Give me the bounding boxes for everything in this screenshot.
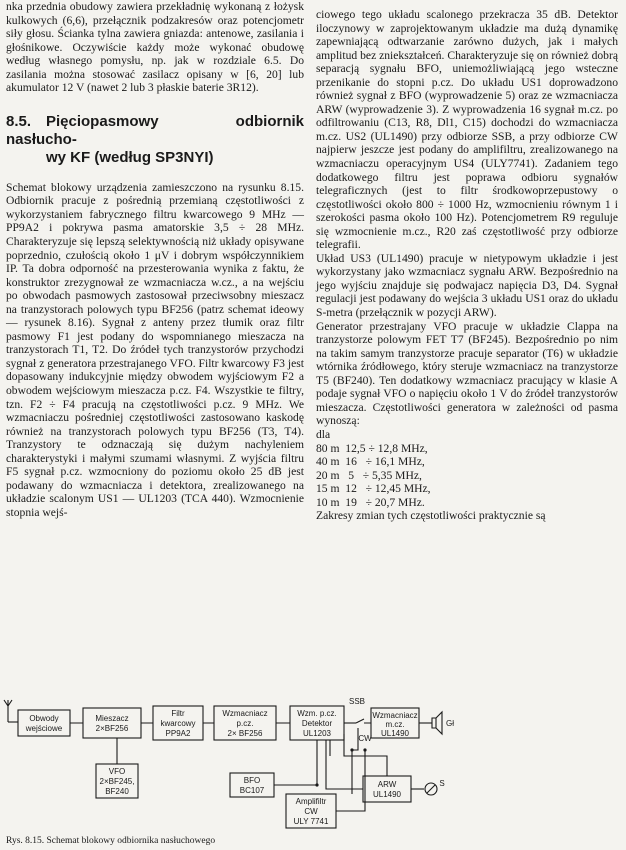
frequency-row: 20 m 5 ÷ 5,35 MHz, bbox=[316, 468, 422, 482]
block-amplifiltr-label: ULY 7741 bbox=[293, 817, 329, 826]
block-vfo-label: BF240 bbox=[105, 787, 129, 796]
block-arw-label: UL1490 bbox=[372, 790, 402, 799]
speaker-icon bbox=[432, 712, 442, 734]
block-wzm-mcz-label: m.cz. bbox=[385, 720, 405, 729]
block-wzm-mcz-label: UL1490 bbox=[380, 729, 410, 738]
section-number: 8.5. bbox=[6, 112, 32, 130]
block-amplifiltr-label: CW bbox=[304, 807, 318, 816]
block-detektor-label: Detektor bbox=[301, 719, 333, 728]
body-paragraph: Schemat blokowy urządzenia zamieszczono na rysunku 8.15. Odbiornik pracuje z pośrednią przemianą częstotliwości z wykorzystaniem fabrycznego filtru kwarcowego 9 MHz — PP9A2 i pokrywa pasma amatorskie 3,5 ÷ 28 MHz. Charakteryzuje się lepszą selektywnością niż układy opisywane poprzednio, czułością około 1 μV i dobrym współczynnikiem IP. Ta dobra odporność na przesterowania wynika z faktu, że konstruktor zrezygnował ze wzmacniacza w.cz., a na wejściu po obwodach pasmowych zastosował przeciwsobny mieszacz na tranzystorach polowych typu BF256 (patrz schemat ideowy — rysunek 8.16). Sygnał z anteny przez tłumik oraz filtr pasmowy F1 jest podany do wspomnianego mieszacza na tranzystorach T1, T2. Do źródeł tych tranzystorów przychodzi sygnał z generatora przestrajanego VFO. Filtr kwarcowy F3 jest dopasowany indukcyjnie między obwodem wyjściowym F2 a obwodem wejściowym mieszacza p.cz. F4. Wszystkie te filtry, tzn. F2 ÷ F4 pracują na częstotliwości p.cz. 9 MHz. We wzmacniaczu pośredniej częstotliwości zastosowano kaskodę również na tranzystorach polowych typu BF256 (T3, T4). Tranzystory te odznaczają się dużym nachyleniem charakterystyki i małymi szumami własnymi. Z wyjścia filtru F5 sygnał p.cz. wzmocniony do poziomu około 25 dB jest podawany do wzmacniacza i detektora, zrealizowanego na układzie scalonym US1 — UL1203 (TCA 440). Wzmocnienie stopnia wejś- bbox=[6, 180, 304, 519]
section-title-line1: Pięciopasmowy odbiornik nasłucho- bbox=[6, 112, 304, 148]
block-wzm-pcz-label: Wzmacniacz bbox=[222, 709, 268, 718]
body-paragraph-2: Układ US3 (UL1490) pracuje w nietypowym układzie i jest wykorzystany jako wzmacniacz sygnału ARW. Bezpośrednio na jego wyjściu znajduje się podwajacz napięcia D3, D4. Sygnał regulacji jest podawany do wejścia 3 układu US1 oraz do układu S-metra (przełącznik w pozycji ARW). bbox=[316, 251, 618, 320]
block-obwody-label: wejściowe bbox=[25, 724, 63, 733]
block-bfo-label: BFO bbox=[243, 776, 261, 785]
block-vfo-label: VFO bbox=[108, 767, 126, 776]
antenna-icon bbox=[4, 700, 12, 722]
block-detektor-label: Wzm. p.cz. bbox=[297, 709, 337, 718]
left-column bbox=[6, 0, 304, 520]
frequency-row: 15 m 12 ÷ 12,45 MHz, bbox=[316, 482, 431, 496]
figure-caption: Rys. 8.15. Schemat blokowy odbiornika nasłuchowego bbox=[6, 836, 216, 846]
block-filtr-label: Filtr bbox=[171, 709, 185, 718]
dla-label: dla bbox=[316, 427, 331, 441]
body-paragraph-3: Generator przestrajany VFO pracuje w układzie Clappa na tranzystorze polowym FET T7 (BF245). Bezpośrednio po nim na takim samym tranzystorze pracuje separator (T6) w układzie wtórnika źródłowego, który steruje wzmacniacz na tranzystorze T5 (BF240). Ten dodatkowy wzmacniacz pracujący w klasie A podaje sygnał VFO o napięciu około 1 V do źródeł tranzystorów mieszacza. Częstotliwości generatora w zależności od pasma wynoszą: bbox=[316, 319, 618, 428]
block-diagram bbox=[0, 686, 626, 836]
section-title-line2: wy KF (według SP3NYI) bbox=[46, 148, 214, 166]
block-mieszacz-label: Mieszacz bbox=[95, 714, 129, 723]
block-obwody-label: Obwody bbox=[29, 714, 59, 723]
block-filtr-label: PP9A2 bbox=[165, 729, 191, 738]
block-amplifiltr-label: Amplifiltr bbox=[295, 797, 327, 806]
block-bfo-label: BC107 bbox=[239, 786, 265, 795]
block-vfo-label: 2×BF245, bbox=[99, 777, 135, 786]
body-paragraph-1: ciowego tego układu scalonego przekracza 35 dB. Detektor iloczynowy w zaprojektowanym układzie ma dużą dynamikę zapewniającą odtwarzanie zarówno dużych, jak i małych amplitud bez zniekształceń. Charakteryzuje się on również dobrą separacją sygnału BFO, uniemożliwiającą jego wsteczne przenikanie do stopni p.cz. Do układu US1 doprowadzono również sygnał z BFO (wyprowadzenie 5) oraz ze wzmacniacza ARW (wyprowadzenie 3). Z wyprowadzenia 16 sygnał m.cz. po odfiltrowaniu (C13, R8, Dl1, C15) dochodzi do wzmacniacza m.cz. US2 (UL1490) przy odbiorze SSB, a przy odbiorze CW najpierw jeszcze jest podany do amplifiltru, zrealizowanego na wzmacniaczu operacyjnym US4 (ULY7741). Zadaniem tego dodatkowego filtru jest poprawa odbioru sygnałów telegraficznych (jest to filtr środkowoprzepustowy o częstotliwości około 800 ÷ 1000 Hz, wzmocnieniu równym 1 i szerokości pasma około 100 Hz). Potencjometrem R9 reguluje się wzmocnienie m.cz., R20 zaś częstotliwość przy odbiorze telegrafii. bbox=[316, 8, 618, 252]
block-detektor-label: UL1203 bbox=[302, 729, 332, 738]
gl-label: Gł bbox=[446, 719, 454, 728]
frequency-row: 10 m 19 ÷ 20,7 MHz. bbox=[316, 495, 425, 509]
block-filtr-label: kwarcowy bbox=[160, 719, 196, 728]
block-arw-label: ARW bbox=[377, 780, 397, 789]
closing-line: Zakresy zmian tych częstotliwości praktycznie są bbox=[316, 509, 546, 523]
block-mieszacz bbox=[83, 708, 141, 738]
intro-paragraph: nka przednia obudowy zawiera przekładnię wykonaną z łożysk kulkowych (6,6), przełącznik podzakresów oraz potencjometr siły głosu. Ścianka tylna zawiera gniazda: antenowe, zasilania i głośnikowe. Oczywiście każdy może wykonać obudowę według własnego pomysłu, np. jak w rozdziale 6.5. Do zasilania można stosować zasilacz opisany w [6, 20] lub akumulator 12 V (nawet 2 lub 3 płaskie baterie 3R12). bbox=[6, 0, 304, 95]
block-wzm-pcz-label: p.cz. bbox=[236, 719, 254, 728]
section-heading bbox=[6, 113, 304, 167]
frequency-row: 80 m 12,5 ÷ 12,8 MHz, bbox=[316, 441, 428, 455]
right-column bbox=[316, 8, 618, 523]
block-wzm-mcz-label: Wzmacniacz bbox=[372, 711, 418, 720]
frequency-row: 40 m 16 ÷ 16,1 MHz, bbox=[316, 455, 425, 469]
ssb-label: SSB bbox=[348, 697, 366, 706]
block-mieszacz-label: 2×BF256 bbox=[95, 724, 129, 733]
block-wzm-pcz-label: 2× BF256 bbox=[227, 729, 263, 738]
cw-label: CW bbox=[358, 734, 372, 743]
smeter-label: S bbox=[439, 779, 445, 788]
